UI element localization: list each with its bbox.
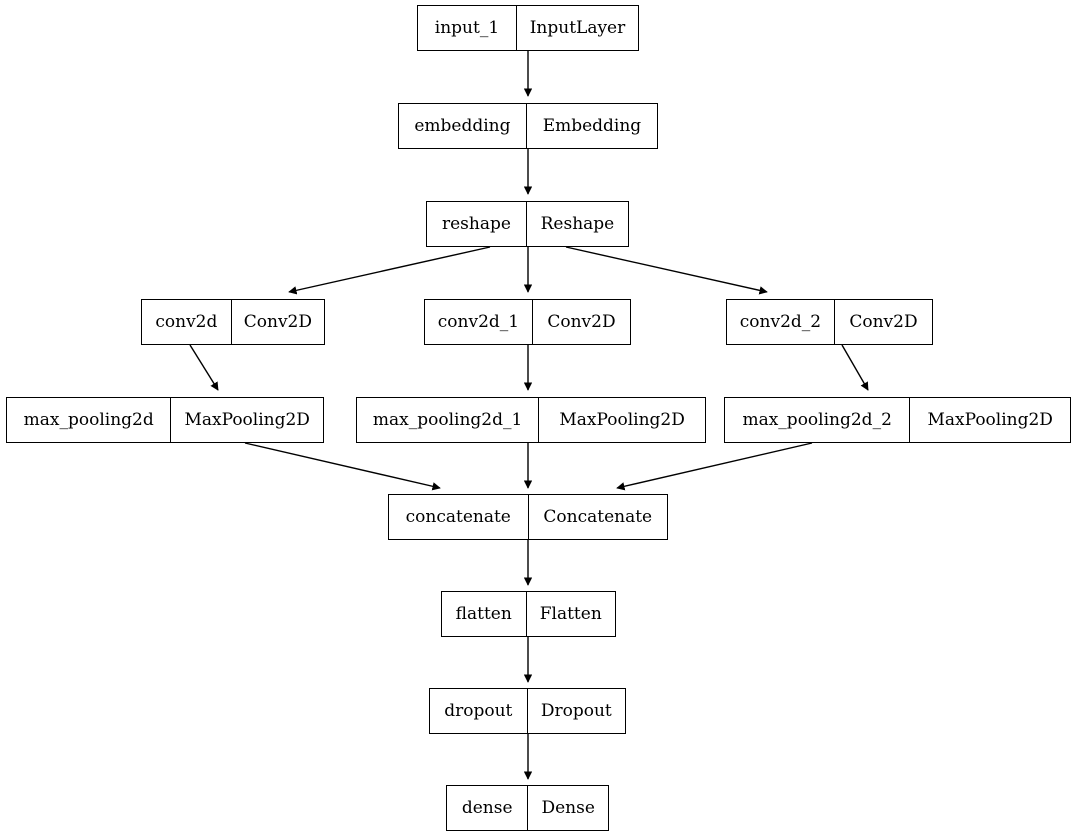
node-class-label: Flatten [526,592,615,636]
graph-node-concatenate[interactable] [388,494,668,540]
node-name-label: conv2d [155,311,218,332]
node-class-label: Dense [527,786,608,830]
node-name-label: max_pooling2d_1 [372,409,523,430]
graph-edge-max_pooling2d-to-concatenate [245,443,440,488]
node-name-label: conv2d_1 [437,311,520,332]
node-name-label: conv2d_2 [739,311,822,332]
node-name-label: embedding [414,115,511,136]
node-class-label: Embedding [526,104,657,148]
graph-node-embedding[interactable] [398,103,658,149]
node-class-label: Conv2D [834,300,932,344]
node-name-label: dropout [444,700,513,721]
graph-node-flatten[interactable] [441,591,616,637]
graph-node-dense[interactable] [446,785,609,831]
node-name-label: input_1 [434,17,500,38]
node-name-label: max_pooling2d_2 [742,409,892,430]
graph-edge-reshape-to-conv2d [289,247,490,292]
node-class-label: Concatenate [528,495,668,539]
node-class-label: Conv2D [532,300,630,344]
node-class-label: MaxPooling2D [909,398,1070,442]
graph-node-conv2d_2[interactable] [726,299,933,345]
node-name-label: max_pooling2d [23,409,154,430]
node-class-label: MaxPooling2D [170,398,323,442]
graph-node-conv2d[interactable] [141,299,325,345]
node-class-label: Dropout [527,689,625,733]
node-name-label: reshape [441,213,511,234]
node-name-label: concatenate [405,506,511,527]
graph-node-conv2d_1[interactable] [424,299,631,345]
node-class-label: MaxPooling2D [538,398,705,442]
graph-edge-reshape-to-conv2d_2 [566,247,767,292]
node-class-label: InputLayer [516,6,638,50]
graph-edge-conv2d_2-to-max_pooling2d_2 [842,345,868,390]
node-class-label: Reshape [526,202,628,246]
graph-edge-max_pooling2d_2-to-concatenate [617,443,812,488]
node-name-label: flatten [455,603,512,624]
node-name-label: dense [461,797,513,818]
graph-node-input_1[interactable] [417,5,639,51]
graph-node-max_pooling2d[interactable] [6,397,324,443]
graph-edge-conv2d-to-max_pooling2d [190,345,218,390]
graph-node-dropout[interactable] [429,688,626,734]
graph-node-max_pooling2d_1[interactable] [356,397,706,443]
graph-node-max_pooling2d_2[interactable] [724,397,1071,443]
graph-node-reshape[interactable] [426,201,629,247]
node-class-label: Conv2D [231,300,324,344]
